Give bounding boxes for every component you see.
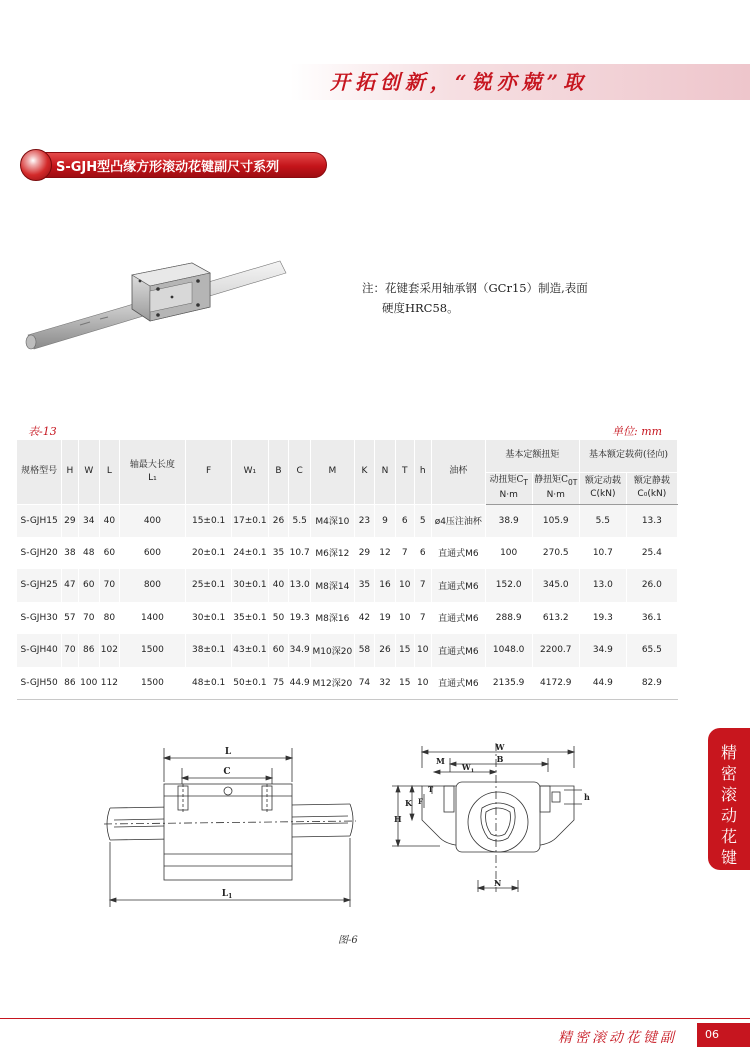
side-tab-char: 精	[720, 743, 737, 762]
cell-L1: 800	[119, 569, 185, 602]
banner-ball-icon	[20, 149, 52, 181]
col-C0T	[532, 472, 579, 504]
col-T: T	[395, 440, 414, 504]
col-M: M	[311, 440, 355, 504]
col-CT-unit: N·m	[499, 489, 518, 500]
dim-C: C	[223, 767, 231, 777]
cell-B: 26	[268, 504, 289, 537]
cell-C0T: 270.5	[532, 537, 579, 570]
dim-W: W	[495, 742, 505, 752]
cell-T: 7	[395, 537, 414, 570]
cell-H: 29	[62, 504, 78, 537]
figure-caption: 图-6	[338, 935, 358, 946]
cell-C0T: 613.2	[532, 602, 579, 635]
side-tab-char: 滚	[720, 785, 737, 804]
table-unit: 单位: mm	[612, 425, 663, 438]
cell-Cdyn: 34.9	[579, 634, 626, 667]
dim-F: F	[418, 797, 423, 806]
cell-CT: 288.9	[485, 602, 532, 635]
cell-C: 44.9	[289, 667, 311, 700]
cell-N: 16	[375, 569, 396, 602]
cell-h: 6	[414, 537, 431, 570]
cell-M: M8深14	[311, 569, 355, 602]
cell-L1: 1400	[119, 602, 185, 635]
cell-oil: 直通式M6	[431, 602, 485, 635]
table-row	[17, 602, 678, 635]
table-row	[17, 667, 678, 700]
cell-F: 38±0.1	[186, 634, 232, 667]
cell-K: 42	[354, 602, 375, 635]
col-Cdyn-unit: C(kN)	[590, 489, 616, 499]
col-H: H	[62, 440, 78, 504]
note-line-2: 硬度HRC58。	[382, 301, 459, 315]
col-model: 规格型号	[17, 440, 62, 504]
col-CT	[485, 472, 532, 504]
cell-T: 10	[395, 602, 414, 635]
cell-N: 32	[375, 667, 396, 700]
col-oil: 油杯	[431, 440, 485, 504]
cell-h: 10	[414, 634, 431, 667]
footer-divider	[0, 1018, 750, 1019]
cell-C0: 13.3	[626, 504, 677, 537]
cell-H: 47	[62, 569, 78, 602]
cell-model: S-GJH40	[17, 634, 62, 667]
cell-W: 70	[78, 602, 99, 635]
cell-oil: ø4压注油杯	[431, 504, 485, 537]
dim-L1	[222, 889, 233, 900]
cell-F: 30±0.1	[186, 602, 232, 635]
cell-W1: 24±0.1	[232, 537, 269, 570]
cell-CT: 2135.9	[485, 667, 532, 700]
cell-C0T: 105.9	[532, 504, 579, 537]
cell-C: 5.5	[289, 504, 311, 537]
cell-W1: 17±0.1	[232, 504, 269, 537]
footer-title: 精密滚动花键副	[558, 1030, 677, 1046]
cell-B: 40	[268, 569, 289, 602]
col-C0T-unit: N·m	[546, 489, 565, 500]
col-C0T-sub: 0T	[568, 477, 578, 487]
cell-W: 34	[78, 504, 99, 537]
cell-L: 112	[99, 667, 119, 700]
cell-W1: 50±0.1	[232, 667, 269, 700]
dim-L: L	[224, 747, 232, 757]
side-tab-char: 副	[720, 869, 737, 888]
product-photo	[20, 255, 300, 355]
cell-h: 10	[414, 667, 431, 700]
cell-oil: 直通式M6	[431, 667, 485, 700]
cell-oil: 直通式M6	[431, 634, 485, 667]
cell-h: 7	[414, 569, 431, 602]
cell-W1: 43±0.1	[232, 634, 269, 667]
page-number: 06	[697, 1023, 750, 1047]
dim-L1-main: L	[221, 889, 229, 899]
col-C0T-name: 静扭矩C	[534, 475, 569, 486]
cell-H: 70	[62, 634, 78, 667]
col-N: N	[375, 440, 396, 504]
cell-C0: 82.9	[626, 667, 677, 700]
cell-W1: 30±0.1	[232, 569, 269, 602]
cell-K: 58	[354, 634, 375, 667]
cell-C0T: 345.0	[532, 569, 579, 602]
cell-CT: 100	[485, 537, 532, 570]
cell-L1: 1500	[119, 667, 185, 700]
cell-C0: 36.1	[626, 602, 677, 635]
cell-h: 5	[414, 504, 431, 537]
col-W: W	[78, 440, 99, 504]
col-C: C	[289, 440, 311, 504]
cell-T: 15	[395, 634, 414, 667]
dim-L1-sub: 1	[228, 893, 233, 900]
col-L1-symbol: L₁	[148, 472, 157, 483]
col-C0-unit: C₀(kN)	[637, 489, 667, 499]
cell-C0: 65.5	[626, 634, 677, 667]
cell-L: 40	[99, 504, 119, 537]
cell-B: 75	[268, 667, 289, 700]
cell-C: 10.7	[289, 537, 311, 570]
cell-Cdyn: 19.3	[579, 602, 626, 635]
col-K: K	[354, 440, 375, 504]
cell-oil: 直通式M6	[431, 569, 485, 602]
cell-L1: 600	[119, 537, 185, 570]
cell-L1: 1500	[119, 634, 185, 667]
cell-W1: 35±0.1	[232, 602, 269, 635]
side-tab-char: 键	[720, 848, 737, 867]
cell-N: 12	[375, 537, 396, 570]
side-tab-char: 密	[720, 764, 737, 783]
material-note	[362, 278, 588, 318]
cell-F: 15±0.1	[186, 504, 232, 537]
side-category-tab	[708, 728, 750, 888]
col-W1: W₁	[232, 440, 269, 504]
cell-C0T: 4172.9	[532, 667, 579, 700]
dim-T: T	[428, 785, 434, 794]
cell-F: 25±0.1	[186, 569, 232, 602]
col-L: L	[99, 440, 119, 504]
section-title: S-GJH型凸缘方形滚动花键副尺寸系列	[56, 160, 280, 175]
table-row	[17, 504, 678, 537]
cell-N: 19	[375, 602, 396, 635]
dim-K: K	[405, 798, 412, 808]
cell-W: 60	[78, 569, 99, 602]
col-F: F	[186, 440, 232, 504]
cell-M: M4深10	[311, 504, 355, 537]
cell-model: S-GJH50	[17, 667, 62, 700]
dim-M: M	[436, 756, 445, 766]
cell-L: 60	[99, 537, 119, 570]
cell-L: 80	[99, 602, 119, 635]
cell-CT: 1048.0	[485, 634, 532, 667]
cell-CT: 152.0	[485, 569, 532, 602]
cell-M: M6深12	[311, 537, 355, 570]
cell-B: 50	[268, 602, 289, 635]
cell-H: 38	[62, 537, 78, 570]
cell-C: 19.3	[289, 602, 311, 635]
dim-B: B	[496, 754, 504, 764]
cell-B: 60	[268, 634, 289, 667]
table-row	[17, 569, 678, 602]
cell-L1: 400	[119, 504, 185, 537]
cell-N: 26	[375, 634, 396, 667]
col-CT-name: 动扭矩C	[489, 475, 524, 486]
col-h: h	[414, 440, 431, 504]
cell-K: 29	[354, 537, 375, 570]
cell-N: 9	[375, 504, 396, 537]
cell-B: 35	[268, 537, 289, 570]
cell-W: 100	[78, 667, 99, 700]
cell-H: 86	[62, 667, 78, 700]
side-view-drawing	[100, 742, 360, 912]
side-tab-char: 花	[720, 827, 737, 846]
cell-M: M12深20	[311, 667, 355, 700]
cell-model: S-GJH15	[17, 504, 62, 537]
cell-C: 13.0	[289, 569, 311, 602]
cell-F: 48±0.1	[186, 667, 232, 700]
header-slogan: 开拓创新，“锐亦兢”取	[330, 70, 589, 94]
cell-F: 20±0.1	[186, 537, 232, 570]
col-L1-title: 轴最大长度	[129, 459, 175, 470]
cell-K: 35	[354, 569, 375, 602]
cell-C0: 26.0	[626, 569, 677, 602]
cell-C0T: 2200.7	[532, 634, 579, 667]
cell-model: S-GJH20	[17, 537, 62, 570]
table-number: 表-13	[28, 425, 57, 438]
end-view-drawing	[378, 742, 598, 912]
cell-L: 102	[99, 634, 119, 667]
col-Cdyn-name: 额定动载	[584, 476, 621, 486]
cell-Cdyn: 44.9	[579, 667, 626, 700]
cell-Cdyn: 10.7	[579, 537, 626, 570]
col-L1	[119, 440, 185, 504]
dim-W1-sub: 1	[470, 768, 475, 774]
side-tab-char: 动	[720, 806, 737, 825]
cell-M: M8深16	[311, 602, 355, 635]
table-row	[17, 634, 678, 667]
dim-N: N	[494, 878, 502, 888]
dim-h: h	[584, 792, 590, 802]
cell-W: 86	[78, 634, 99, 667]
cell-C: 34.9	[289, 634, 311, 667]
cell-Cdyn: 13.0	[579, 569, 626, 602]
cell-K: 23	[354, 504, 375, 537]
col-C0-name: 额定静载	[633, 476, 670, 486]
cell-H: 57	[62, 602, 78, 635]
col-C0	[626, 472, 677, 504]
cell-L: 70	[99, 569, 119, 602]
cell-oil: 直通式M6	[431, 537, 485, 570]
col-group-load: 基本额定载荷(径向)	[579, 440, 677, 472]
col-B: B	[268, 440, 289, 504]
cell-T: 6	[395, 504, 414, 537]
cell-Cdyn: 5.5	[579, 504, 626, 537]
cell-h: 7	[414, 602, 431, 635]
cell-T: 10	[395, 569, 414, 602]
col-CT-sub: T	[523, 477, 528, 487]
col-group-torque: 基本定额扭矩	[485, 440, 579, 472]
cell-model: S-GJH30	[17, 602, 62, 635]
cell-CT: 38.9	[485, 504, 532, 537]
dim-W1-main: W	[461, 762, 471, 772]
cell-C0: 25.4	[626, 537, 677, 570]
cell-M: M10深20	[311, 634, 355, 667]
cell-T: 15	[395, 667, 414, 700]
dim-H: H	[394, 814, 402, 824]
cell-model: S-GJH25	[17, 569, 62, 602]
table-row	[17, 537, 678, 570]
col-Cdyn	[579, 472, 626, 504]
cell-K: 74	[354, 667, 375, 700]
cell-W: 48	[78, 537, 99, 570]
spec-table	[17, 440, 678, 700]
note-line-1: 注：花键套采用轴承钢（GCr15）制造,表面	[362, 281, 588, 295]
